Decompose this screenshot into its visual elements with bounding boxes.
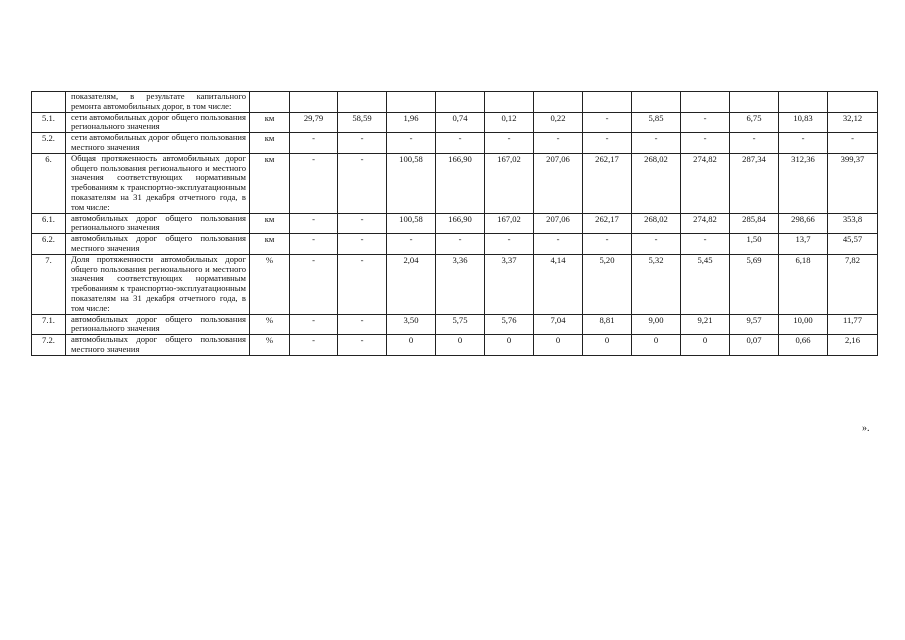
value-cell (436, 92, 485, 113)
row-description: автомобильных дорог общего пользования регионального значения (66, 213, 250, 234)
value-cell: 0,07 (730, 335, 779, 356)
row-number: 5.2. (32, 133, 66, 154)
row-number: 7.1. (32, 314, 66, 335)
value-cell: 0 (632, 335, 681, 356)
row-description: сети автомобильных дорог общего пользования регионального значения (66, 112, 250, 133)
row-number: 6. (32, 153, 66, 213)
value-cell: - (583, 112, 632, 133)
value-cell: 5,76 (485, 314, 534, 335)
value-cell: - (338, 254, 387, 314)
value-cell: 3,50 (387, 314, 436, 335)
value-cell: - (681, 234, 730, 255)
value-cell: 100,58 (387, 213, 436, 234)
value-cell: - (290, 153, 338, 213)
value-cell: 2,04 (387, 254, 436, 314)
value-cell: - (436, 234, 485, 255)
row-description: сети автомобильных дорог общего пользования местного значения (66, 133, 250, 154)
value-cell: 274,82 (681, 153, 730, 213)
value-cell: 9,57 (730, 314, 779, 335)
value-cell: 5,85 (632, 112, 681, 133)
value-cell (290, 92, 338, 113)
value-cell: 4,14 (534, 254, 583, 314)
value-cell: 7,04 (534, 314, 583, 335)
row-number (32, 92, 66, 113)
value-cell: - (290, 314, 338, 335)
value-cell (534, 92, 583, 113)
value-cell: - (290, 335, 338, 356)
row-number: 7.2. (32, 335, 66, 356)
value-cell: 262,17 (583, 153, 632, 213)
value-cell: 0,74 (436, 112, 485, 133)
row-description: Общая протяженность автомобильных дорог общего пользования регионального и местного значения соответствующих нормативным требованиям к транспортно-эксплуатационным показателям на 31 декабря отчетного года, в том числе: (66, 153, 250, 213)
value-cell (583, 92, 632, 113)
value-cell: 0 (534, 335, 583, 356)
value-cell: 32,12 (828, 112, 878, 133)
row-description: автомобильных дорог общего пользования регионального значения (66, 314, 250, 335)
table-row (32, 314, 878, 335)
value-cell: 0 (583, 335, 632, 356)
indicators-table (31, 91, 878, 356)
value-cell (730, 92, 779, 113)
value-cell: - (436, 133, 485, 154)
closing-quote-mark: ». (862, 423, 870, 434)
value-cell: - (534, 133, 583, 154)
row-description: Доля протяженности автомобильных дорог общего пользования регионального и местного значения соответствующих нормативным требованиям к транспортно-эксплуатационным показателям на 31 декабря отчетного года, в том числе: (66, 254, 250, 314)
value-cell: - (779, 133, 828, 154)
value-cell: 167,02 (485, 153, 534, 213)
value-cell: 262,17 (583, 213, 632, 234)
value-cell: 0 (436, 335, 485, 356)
value-cell (681, 92, 730, 113)
row-description: автомобильных дорог общего пользования местного значения (66, 335, 250, 356)
value-cell: - (583, 234, 632, 255)
value-cell: - (290, 133, 338, 154)
value-cell: - (632, 234, 681, 255)
value-cell: - (632, 133, 681, 154)
table-row (32, 254, 878, 314)
value-cell: - (485, 133, 534, 154)
value-cell: - (387, 234, 436, 255)
value-cell: - (338, 314, 387, 335)
value-cell: 13,7 (779, 234, 828, 255)
value-cell: - (290, 234, 338, 255)
value-cell: 207,06 (534, 213, 583, 234)
value-cell: - (583, 133, 632, 154)
value-cell (338, 92, 387, 113)
row-unit: км (250, 112, 290, 133)
value-cell: - (290, 213, 338, 234)
value-cell: - (338, 234, 387, 255)
value-cell: 5,32 (632, 254, 681, 314)
row-unit: % (250, 314, 290, 335)
value-cell: 0 (485, 335, 534, 356)
value-cell (828, 92, 878, 113)
table-row (32, 213, 878, 234)
value-cell (632, 92, 681, 113)
value-cell: 6,18 (779, 254, 828, 314)
value-cell: 298,66 (779, 213, 828, 234)
value-cell: 166,90 (436, 213, 485, 234)
value-cell: - (338, 133, 387, 154)
value-cell: 268,02 (632, 213, 681, 234)
value-cell: - (387, 133, 436, 154)
value-cell: - (485, 234, 534, 255)
value-cell: 5,45 (681, 254, 730, 314)
table-row (32, 112, 878, 133)
value-cell: 167,02 (485, 213, 534, 234)
value-cell: 1,96 (387, 112, 436, 133)
value-cell: 10,00 (779, 314, 828, 335)
table-row (32, 335, 878, 356)
row-unit: км (250, 133, 290, 154)
value-cell: 0,66 (779, 335, 828, 356)
value-cell: 5,69 (730, 254, 779, 314)
row-unit: км (250, 153, 290, 213)
value-cell: 2,16 (828, 335, 878, 356)
value-cell: 6,75 (730, 112, 779, 133)
table-row (32, 92, 878, 113)
value-cell: - (290, 254, 338, 314)
value-cell: 9,00 (632, 314, 681, 335)
row-unit (250, 92, 290, 113)
value-cell: 399,37 (828, 153, 878, 213)
value-cell: - (681, 112, 730, 133)
value-cell (485, 92, 534, 113)
value-cell: - (681, 133, 730, 154)
value-cell: 3,36 (436, 254, 485, 314)
value-cell: 1,50 (730, 234, 779, 255)
row-number: 7. (32, 254, 66, 314)
value-cell: 287,34 (730, 153, 779, 213)
value-cell: 0,22 (534, 112, 583, 133)
value-cell: - (338, 153, 387, 213)
value-cell: 7,82 (828, 254, 878, 314)
value-cell: 29,79 (290, 112, 338, 133)
value-cell: - (338, 213, 387, 234)
row-unit: км (250, 213, 290, 234)
value-cell: 353,8 (828, 213, 878, 234)
value-cell (779, 92, 828, 113)
table-row (32, 234, 878, 255)
value-cell: 11,77 (828, 314, 878, 335)
value-cell: 58,59 (338, 112, 387, 133)
row-unit: % (250, 335, 290, 356)
value-cell (387, 92, 436, 113)
value-cell: 5,75 (436, 314, 485, 335)
row-description: автомобильных дорог общего пользования местного значения (66, 234, 250, 255)
value-cell: 0,12 (485, 112, 534, 133)
value-cell: 5,20 (583, 254, 632, 314)
value-cell: 312,36 (779, 153, 828, 213)
value-cell: 0 (681, 335, 730, 356)
row-unit: % (250, 254, 290, 314)
value-cell: 45,57 (828, 234, 878, 255)
row-unit: км (250, 234, 290, 255)
row-number: 5.1. (32, 112, 66, 133)
value-cell: - (730, 133, 779, 154)
value-cell: 8,81 (583, 314, 632, 335)
table-row (32, 153, 878, 213)
value-cell: 10,83 (779, 112, 828, 133)
value-cell: 285,84 (730, 213, 779, 234)
row-number: 6.1. (32, 213, 66, 234)
value-cell: 9,21 (681, 314, 730, 335)
table-row (32, 133, 878, 154)
value-cell: 274,82 (681, 213, 730, 234)
value-cell: 3,37 (485, 254, 534, 314)
row-number: 6.2. (32, 234, 66, 255)
value-cell: 207,06 (534, 153, 583, 213)
value-cell: - (828, 133, 878, 154)
value-cell: - (338, 335, 387, 356)
value-cell: 166,90 (436, 153, 485, 213)
value-cell: 0 (387, 335, 436, 356)
value-cell: 268,02 (632, 153, 681, 213)
value-cell: - (534, 234, 583, 255)
value-cell: 100,58 (387, 153, 436, 213)
row-description: показателям, в результате капитального ремонта автомобильных дорог, в том числе: (66, 92, 250, 113)
